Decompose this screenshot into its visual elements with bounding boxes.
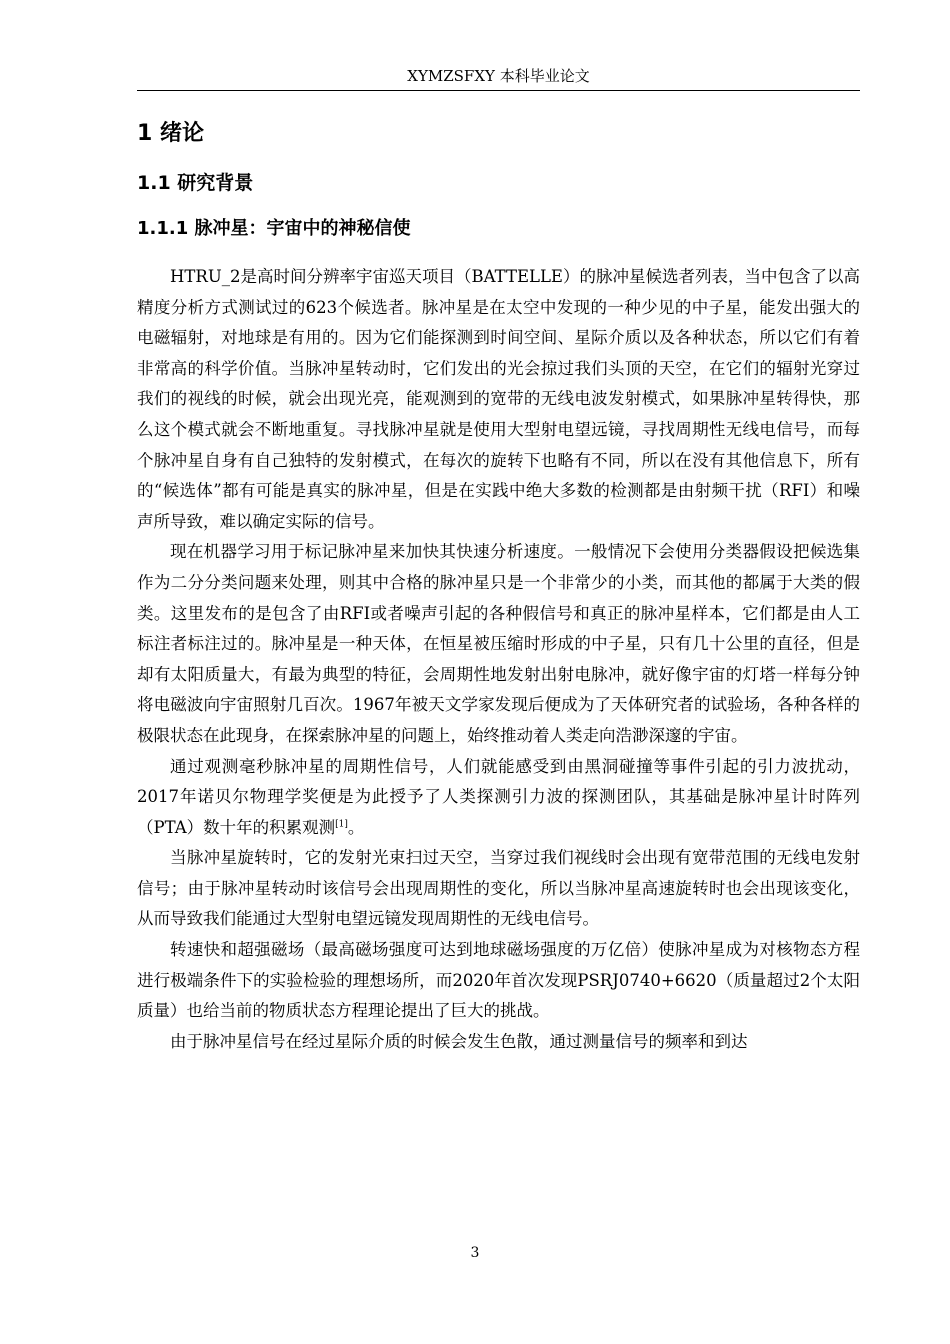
paragraph-tail: 。 [347, 817, 365, 837]
paragraph: 由于脉冲星信号在经过星际介质的时候会发生色散，通过测量信号的频率和到达 [170, 1031, 748, 1051]
paragraph: HTRU_2是高时间分辨率宇宙巡天项目（BATTELLE）的脉冲星候选者列表，当中包含了以高精度分析方式测试过的623个候选者。脉冲星是在太空中发现的一种少见的中子星，能发出强大的电磁辐射，对地球是有用的。因为它们能探测到时间空间、星际介质以及各种状态，所以它们有着非常高的科学价值。当脉冲星转动时，它们发出的光会掠过我们头顶的天空，在它们的辐射光穿过我们的视线的时候，就会出现光亮，能观测到的宽带的无线电波发射模式，如果脉冲星转得快，那么这个模式就会不断地重复。寻找脉冲星就是使用大型射电望远镜，寻找周期性无线电信号，而每个脉冲星自身有自己独特的发射模式，在每次的旋转下也略有不同，所以在没有其他信息下，所有的“候选体”都有可能是真实的脉冲星，但是在实践中绝大多数的检测都是由射频干扰（RFI）和噪声所导致，难以确定实际的信号。 [137, 267, 860, 531]
header-rule [137, 90, 860, 91]
paragraph-text: 通过观测毫秒脉冲星的周期性信号，人们就能感受到由黑洞碰撞等事件引起的引力波扰动，2017年诺贝尔物理学奖便是为此授予了人类探测引力波的探测团队，其基础是脉冲星计时阵列（PTA）数十年的积累观测 [137, 756, 860, 837]
body-text [137, 262, 860, 1057]
paragraph: 转速快和超强磁场（最高磁场强度可达到地球磁场强度的万亿倍）使脉冲星成为对核物态方程进行极端条件下的实验检验的理想场所，而2020年首次发现PSRJ0740+6620（质量超过2个太阳质量）也给当前的物质状态方程理论提出了巨大的挑战。 [137, 940, 860, 1021]
page-number: 3 [470, 1245, 480, 1261]
running-header: XYMZSFXY 本科毕业论文 [407, 67, 590, 85]
chapter-heading: 1 绪论 [137, 121, 204, 146]
paragraph [137, 752, 860, 844]
subsection-heading: 1.1.1 脉冲星：宇宙中的神秘信使 [137, 218, 411, 239]
section-heading: 1.1 研究背景 [137, 172, 254, 194]
paragraph: 现在机器学习用于标记脉冲星来加快其快速分析速度。一般情况下会使用分类器假设把候选集作为二分分类问题来处理，则其中合格的脉冲星只是一个非常少的小类，而其他的都属于大类的假类。这里发布的是包含了由RFI或者噪声引起的各种假信号和真正的脉冲星样本，它们都是由人工标注者标注过的。脉冲星是一种天体，在恒星被压缩时形成的中子星，只有几十公里的直径，但是却有太阳质量大，有最为典型的特征，会周期性地发射出射电脉冲，就好像宇宙的灯塔一样每分钟将电磁波向宇宙照射几百次。1967年被天文学家发现后便成为了天体研究者的试验场，各种各样的极限状态在此现身，在探索脉冲星的问题上，始终推动着人类走向浩渺深邃的宇宙。 [137, 542, 860, 745]
paragraph: 当脉冲星旋转时，它的发射光束扫过天空，当穿过我们视线时会出现有宽带范围的无线电发射信号；由于脉冲星转动时该信号会出现周期性的变化，所以当脉冲星高速旋转时也会出现该变化，从而导致我们能通过大型射电望远镜发现周期性的无线电信号。 [137, 848, 860, 929]
citation-ref[interactable]: [1] [335, 819, 348, 830]
